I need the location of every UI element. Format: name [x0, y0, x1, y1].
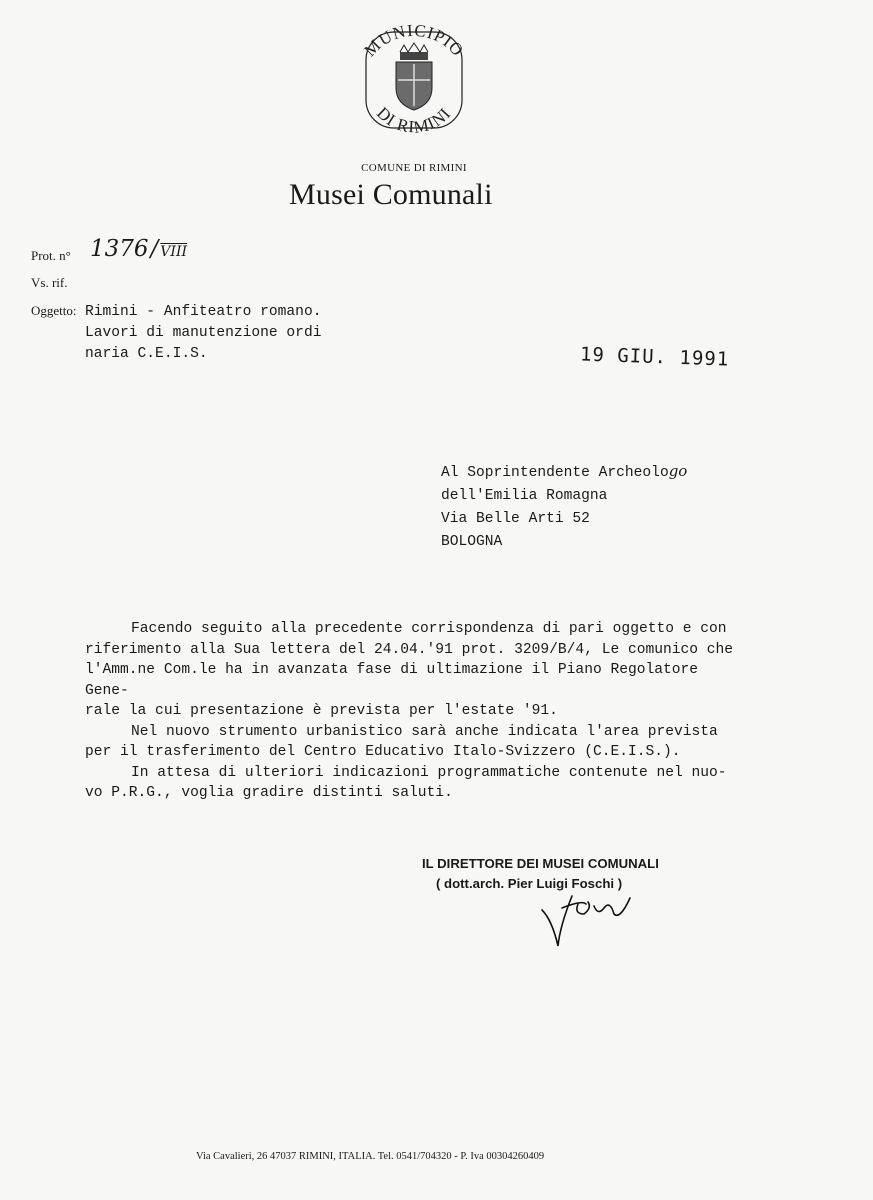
svg-text:DI RIMINI: DI RIMINI — [373, 103, 455, 137]
recipient-line: dell'Emilia Romagna — [441, 488, 608, 504]
letter-body — [85, 619, 745, 804]
comune-label: COMUNE DI RIMINI — [361, 162, 467, 174]
body-line: vo P.R.G., voglia gradire distinti saluti. — [85, 785, 453, 801]
signatory-name: ( dott.arch. Pier Luigi Foschi ) — [436, 876, 623, 891]
coat-of-arms-icon — [396, 43, 432, 110]
vs-rif-label: Vs. rif. — [31, 275, 68, 290]
body-line: Nel nuovo strumento urbanistico sarà anche indicata l'area prevista — [131, 723, 718, 740]
prot-class: VIII — [160, 244, 187, 260]
body-line: Facendo seguito alla precedente corrispondenza di pari oggetto e con — [131, 621, 727, 637]
oggetto-line: naria C.E.I.S. — [85, 346, 208, 362]
body-line: l'Amm.ne Com.le ha in avanzata fase di ultimazione il Piano Regolatore Gene- — [85, 662, 699, 699]
footer-address: Via Cavalieri, 26 47037 RIMINI, ITALIA. Tel. 0541/704320 - P. Iva 00304260409 — [196, 1151, 545, 1162]
svg-text:MUNICIPIO: MUNICIPIO — [360, 20, 468, 61]
body-line: rale la cui presentazione è prevista per l'estate '91. — [85, 703, 558, 719]
letterhead-title: Musei Comunali — [289, 178, 493, 211]
recipient-handwritten-suffix: go — [668, 462, 688, 480]
oggetto-label: Oggetto: — [31, 303, 77, 318]
body-line: In attesa di ulteriori indicazioni programmatiche contenute nel nuo- — [131, 764, 727, 781]
oggetto-text — [85, 302, 321, 365]
recipient-line: BOLOGNA — [441, 534, 503, 550]
prot-number: 1376 — [90, 236, 149, 262]
recipient-line: Via Belle Arti 52 — [441, 511, 590, 527]
body-line: per il trasferimento del Centro Educativo Italo-Svizzero (C.E.I.S.). — [85, 744, 681, 760]
oggetto-line: Rimini - Anfiteatro romano. — [85, 304, 322, 320]
recipient-line: Al Soprintendente Archeolo — [441, 465, 669, 481]
prot-number-handwritten: 1376/ VIII — [90, 236, 187, 262]
recipient-address — [441, 460, 687, 554]
body-line: riferimento alla Sua lettera del 24.04.'91 prot. 3209/B/4, Le comunico che — [85, 641, 734, 658]
signatory-title: IL DIRETTORE DEI MUSEI COMUNALI — [422, 856, 659, 871]
oggetto-line: Lavori di manutenzione ordi — [85, 325, 322, 341]
prot-label: Prot. n° — [31, 248, 71, 263]
date-stamp: 19 GIU. 1991 — [579, 343, 730, 371]
municipio-seal-logo — [344, 10, 484, 150]
handwritten-signature — [538, 890, 638, 952]
